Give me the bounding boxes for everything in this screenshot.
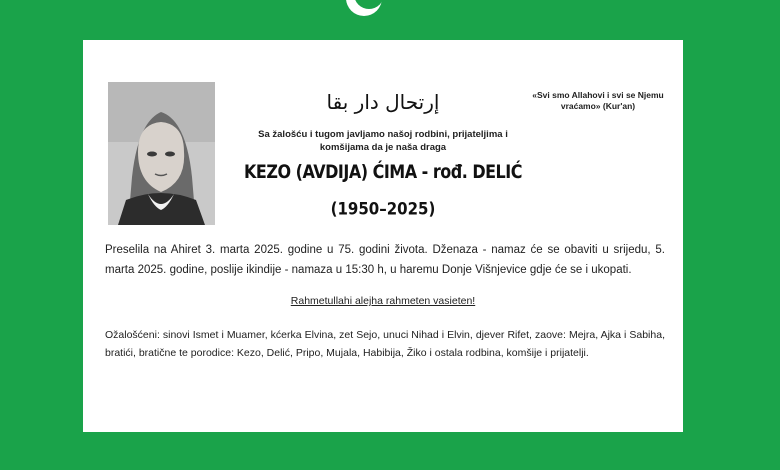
deceased-name: KEZO (AVDIJA) ĆIMA - rođ. DELIĆ (244, 160, 522, 183)
prayer-text: Rahmetullahi alejha rahmeten vasieten! (290, 295, 476, 307)
mourners-text: Ožalošćeni: sinovi Ismet i Muamer, kćerka Elvina, zet Sejo, unuci Nihad i Elvin, djever Rifet, zaove: Mejra, Ajka i Sabiha, bratići, bratične te porodice: Kezo, Delić, Pripo, Mujala, Habibija, Žiko i ostala rodbina, komšije i prijatelji. (105, 329, 665, 359)
portrait-photo (108, 82, 215, 225)
arabic-title: إرتحال دار بقا (326, 90, 440, 114)
obituary-card (83, 40, 683, 432)
announcement-text: Preselila na Ahiret 3. marta 2025. godine u 75. godini života. Dženaza - namaz će se obaviti u srijedu, 5. marta 2025. godine, poslije ikindije - namaza u 15:30 h, u haremu Donje Višnjevice gdje će se i ukopati. (105, 244, 665, 276)
crescent-star-icon (344, 0, 384, 18)
life-years: (1950–2025) (330, 198, 436, 220)
quran-quote: «Svi smo Allahovi i svi se Njemu vraćamo» (Kur'an) (532, 90, 664, 111)
intro-text: Sa žalošću i tugom javljamo našoj rodbini, prijateljima i komšijama da je naša draga (258, 129, 508, 153)
